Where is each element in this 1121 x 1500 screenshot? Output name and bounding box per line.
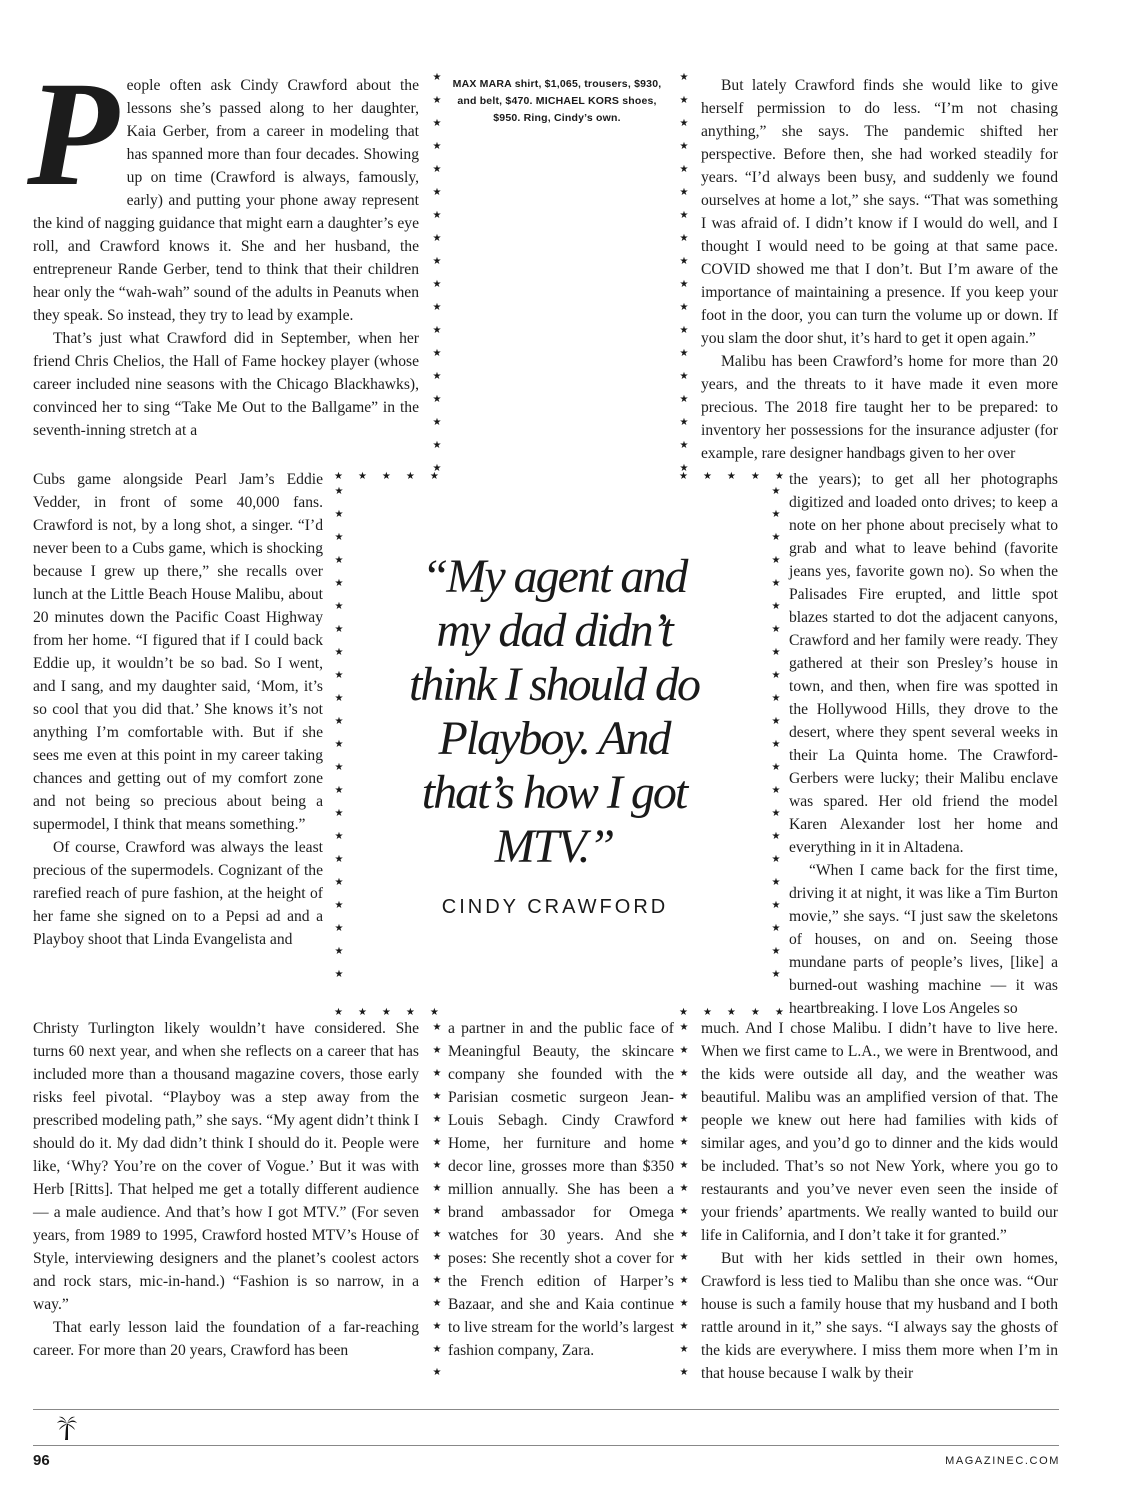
paragraph: eople often ask Cindy Crawford about the lessons she’s passed along to her daughter, Kaia Gerber, from a career in modeling that has spanned more than four decades. Showing up on time (Crawford is always, famously, early) and putting your phone away represent the kind of nagging guidance that might earn a daughter’s eye roll, and Crawford knows it. She and her husband, the entrepreneur Rande Gerber, tend to think that their children hear only the “wah-wah” sound of the adults in Peanuts when they speak. So instead, they try to lead by example. xyxy=(33,77,419,324)
star-border-right-top: ★★★★★ xyxy=(679,471,799,482)
paragraph: a partner in and the public face of Meaningful Beauty, the skincare company she founded with the Parisian cosmetic surgeon Jean-Louis Sebagh. Cindy Crawford Home, her furniture and home decor line, grosses more than $350 million annually. She has been a brand ambassador for Omega watches for 30 years. And she poses: She recently shot a cover for the French edition of Harper’s Bazaar, and she and Kaia continue to live stream for the world’s largest fashion company, Zara. xyxy=(448,1020,674,1359)
paragraph: That’s just what Crawford did in September, when her friend Chris Chelios, the Hall of Fame hockey player (whose career included nine seasons with the Chicago Blackhawks), convinced her to sing “Take Me Out to the Ballgame” in the seventh-inning stretch at a xyxy=(33,330,419,439)
paragraph: But with her kids settled in their own homes, Crawford is less tied to Malibu than she once was. “Our house is such a family house that my husband and I both rattle around in it,” she says. “I always say the ghosts of the kids are everywhere. I miss them more when I’m in that house because I walk by their xyxy=(701,1250,1058,1382)
paragraph: That early lesson laid the foundation of a far-reaching career. For more than 20 years, Crawford has been xyxy=(33,1319,419,1359)
column-3-upper xyxy=(701,74,1058,465)
paragraph: Of course, Crawford was always the least precious of the supermodels. Cognizant of the rarefied reach of pure fashion, at the height of her fame she signed on to a Pepsi ad and a Playboy shoot that Linda Evangelista and xyxy=(33,839,323,948)
paragraph: But lately Crawford finds she would like to give herself permission to do less. “I’m not chasing anything,” she says. The pandemic shifted her perspective. Before then, she had worked steadily for years. “I’d always been busy, and suddenly we found ourselves at home a lot,” she says. “That was something I was afraid of. I didn’t know if I would do well, and I thought I would need to be going at that same pace. COVID showed me that I don’t. But I’m aware of the importance of maintaining a presence. If you keep your foot in the door, you can turn the volume up or down. If you slam the door shut, it’s hard to get it open again.” xyxy=(701,77,1058,347)
star-border-right-bottom: ★★★★★ xyxy=(679,1007,799,1018)
star-border-left-bottom: ★★★★★ xyxy=(334,1007,454,1018)
drop-cap: P xyxy=(27,51,119,217)
pull-quote: “My agent and my dad didn’t think I should do Playboy. And that’s how I got MTV.” xyxy=(409,550,699,873)
star-border-left-upper: ★ ★ ★ ★ ★ ★ ★ ★ ★ ★ ★ ★ ★ ★ ★ ★ ★ ★ xyxy=(432,72,442,474)
paragraph: Malibu has been Crawford’s home for more than 20 years, and the threats to it have made it even more precious. The 2018 fire taught her to be prepared: to inventory her possessions for the insurance adjuster (for example, rare designer handbags given to her over xyxy=(701,353,1058,462)
paragraph: much. And I chose Malibu. I didn’t have to live here. When we first came to L.A., we were in Brentwood, and the kids were outside all day, and the weather was beautiful. Malibu was an amplified version of that. The people we knew out here had families with kids of similar ages, and you’d go to dinner and the kids would be included. That’s so not New York, where you go to restaurants and you’ve never even seen the inside of your friends’ apartments. We really wanted to build our life in California, and I don’t take it for granted.” xyxy=(701,1020,1058,1244)
star-border-left-lower: ★ ★ ★ ★ ★ ★ ★ ★ ★ ★ ★ ★ ★ ★ ★ ★ xyxy=(432,1022,442,1378)
star-border-left-top: ★★★★★ xyxy=(334,471,454,482)
column-1-middle xyxy=(33,468,323,951)
star-border-right-middle: ★ ★ ★ ★ ★ ★ ★ ★ ★ ★ ★ ★ ★ ★ ★ ★ ★ ★ ★ ★ ★ ★ xyxy=(771,486,781,980)
palm-tree-icon xyxy=(56,1415,78,1441)
column-1-upper xyxy=(27,51,419,442)
column-1-lower xyxy=(33,1017,419,1362)
column-2-lower xyxy=(448,1017,674,1362)
star-border-right-upper: ★ ★ ★ ★ ★ ★ ★ ★ ★ ★ ★ ★ ★ ★ ★ ★ ★ ★ xyxy=(679,72,689,474)
site-url: MAGAZINEC.COM xyxy=(945,1455,1060,1467)
paragraph: Cubs game alongside Pearl Jam’s Eddie Vedder, in front of some 40,000 fans. Crawford is not, by a long shot, a singer. “I’d never been to a Cubs game, which is shocking because I grew up there,” she recalls over lunch at the Little Beach House Malibu, about 20 minutes down the Pacific Coast Highway from her home. “I figured that if I could back Eddie up, it wouldn’t be so bad. So I went, and I sang, and my daughter said, ‘Mom, it’s so cool that you did that.’ She knows it’s not anything I’m comfortable with. But if she sees me even at this point in my career taking chances and getting out of my comfort zone and not being so precious about being a supermodel, I think that means something.” xyxy=(33,471,323,833)
footer-rule-top xyxy=(33,1409,1059,1410)
star-border-right-lower: ★ ★ ★ ★ ★ ★ ★ ★ ★ ★ ★ ★ ★ ★ ★ ★ xyxy=(679,1022,689,1378)
star-border-left-middle: ★ ★ ★ ★ ★ ★ ★ ★ ★ ★ ★ ★ ★ ★ ★ ★ ★ ★ ★ ★ ★ ★ xyxy=(334,486,344,980)
paragraph: Christy Turlington likely wouldn’t have considered. She turns 60 next year, and when she reflects on a career that has included more than a thousand magazine covers, those early risks feel pivotal. “Playboy was a step away from the prescribed modeling path,” she says. “My agent didn’t think I should do it. My dad didn’t think I should do it. People were like, ‘Why? You’re on the cover of Vogue.’ But it was with Herb [Ritts]. That helped me get a totally different audience — a male audience. And that’s how I got MTV.” (For seven years, from 1989 to 1995, Crawford hosted MTV’s House of Style, interviewing designers and the planet’s coolest actors and rock stars, mic-in-hand.) “Fashion is so narrow, in a way.” xyxy=(33,1020,419,1313)
page-number: 96 xyxy=(33,1452,50,1469)
paragraph: the years); to get all her photographs digitized and loaded onto drives; to keep a note on her phone about precisely what to grab and what to leave behind (favorite jeans yes, favorite gown no). So when the Palisades Fire erupted, and little spot blazes started to dot the adjacent canyons, Crawford and her family were ready. They gathered at their son Presley’s house in town, and then, when fire was spotted in the Hollywood Hills, they drove to the desert, where they spent several weeks in their La Quinta home. The Crawford-Gerbers were lucky; their Malibu enclave was spared. Her old friend the model Karen Alexander lost her home and everything in it in Altadena. xyxy=(789,471,1058,856)
photo-caption: MAX MARA shirt, $1,065, trousers, $930, and belt, $470. MICHAEL KORS shoes, $950. Ring, Cindy’s own. xyxy=(452,78,662,124)
footer-rule-bottom xyxy=(33,1445,1059,1446)
column-3-lower xyxy=(701,1017,1058,1385)
column-3-middle xyxy=(789,468,1058,1020)
paragraph: “When I came back for the first time, driving it at night, it was like a Tim Burton movie,” she says. “I just saw the skeletons of houses, on and on. Seeing those mundane parts of people’s lives, [like] a burned-out washing machine — it was heartbreaking. I love Los Angeles so xyxy=(789,862,1058,1017)
pull-quote-attribution: CINDY CRAWFORD xyxy=(441,896,669,918)
